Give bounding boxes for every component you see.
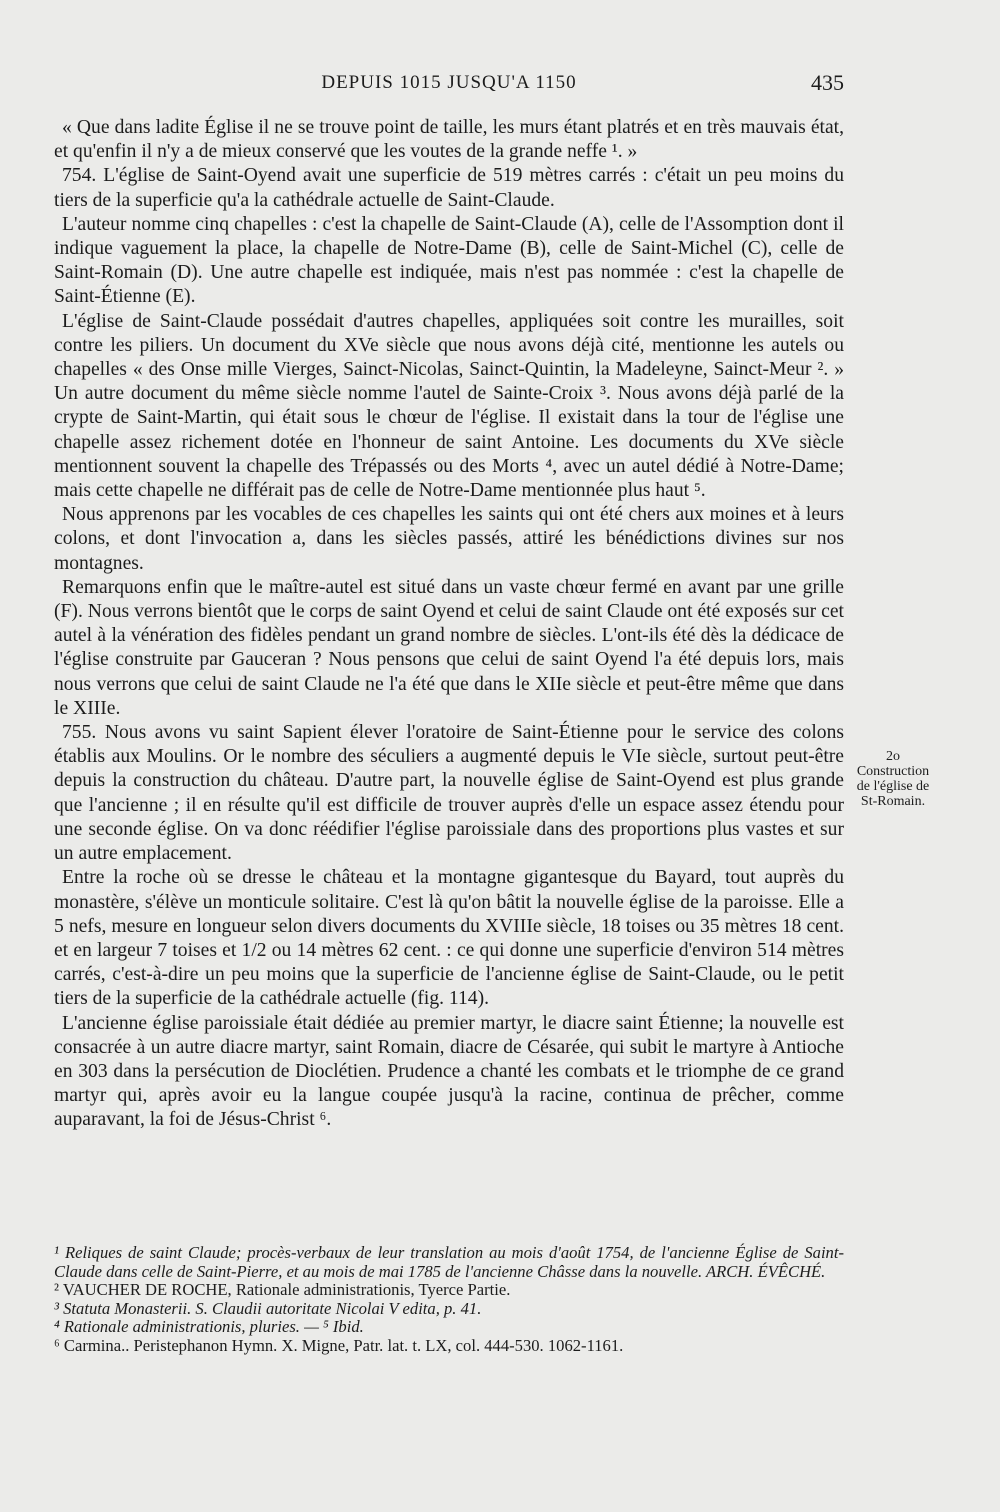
paragraph-maitre-autel: Remarquons enfin que le maître-autel est situé dans un vaste chœur fermé en avant par une grille (F). Nous verrons bientôt que le corps de saint Oyend et celui de saint Claude ont été exposés sur cet autel à la vénération des fidèles pendant un grand nombre de siècles. L'ont-ils été dès la dédicace de l'église construite par Gauceran ? Nous pensons que celui de saint Oyend l'a été depuis lors, mais nous verrons que celui de saint Claude ne l'a été que dans le XIIe siècle et peut-être même que dans le XIIIe. xyxy=(54,576,844,719)
paragraph-chapelles: L'auteur nomme cinq chapelles : c'est la chapelle de Saint-Claude (A), celle de l'Assomption dont il indique vaguement la place, la chapelle de Notre-Dame (B), celle de Saint-Michel (C), celle de Saint-Romain (D). Une autre chapelle est indiquée, mais n'est pas nommée : c'est la chapelle de Saint-Étienne (E). xyxy=(54,213,844,308)
footnote-1: ¹ Reliques de saint Claude; procès-verbaux de leur translation au mois d'août 1754, de l'ancienne Église de Saint-Claude dans celle de Saint-Pierre, et au mois de mai 1785 de l'ancienne Châsse dans la nouvelle. ARCH. ÉVÊCHÉ. xyxy=(54,1243,844,1281)
paragraph-755: 755. Nous avons vu saint Sapient élever l'oratoire de Saint-Étienne pour le service des colons établis aux Moulins. Or le nombre des séculiers a augmenté depuis le VIe siècle, surtout peut-être depuis la construction du château. D'autre part, la nouvelle église de Saint-Oyend est plus grande que l'ancienne ; il en résulte qu'il est difficile de trouver auprès d'elle un espace assez étendu pour une seconde église. On va donc réédifier l'église paroissiale dans des proportions plus vastes et sur un autre emplacement. xyxy=(54,722,844,865)
paragraph-754: 754. L'église de Saint-Oyend avait une superficie de 519 mètres carrés : c'était un peu moins du tiers de la superficie qu'a la cathédrale actuelle de Saint-Claude. xyxy=(54,165,844,211)
paragraph-nouvelle-eglise: Entre la roche où se dresse le château et la montagne gigantesque du Bayard, tout auprès du monastère, s'élève un monticule solitaire. C'est là qu'on bâtit la nouvelle église de la paroisse. Elle a 5 nefs, mesure en longueur selon divers documents du XVIIIe siècle, 18 toises ou 35 mètres 18 cent. et en largeur 7 toises et 1/2 ou 14 mètres 62 cent. : ce qui donne une superficie d'environ 514 mètres carrés, c'est-à-dire un peu moins que la superficie de l'ancienne église de Saint-Claude, ou le petit tiers de la superficie de la cathédrale actuelle (fig. 114). xyxy=(54,867,844,1010)
footnote-4-5: ⁴ Rationale administrationis, pluries. — ⁵ Ibid. xyxy=(54,1317,364,1337)
paragraph-saint-romain: L'ancienne église paroissiale était dédiée au premier martyr, le diacre saint Étienne; la nouvelle est consacrée à un autre diacre martyr, saint Romain, diacre de Césarée, qui subit le martyre à Antioche en 303 dans la persécution de Dioclétien. Prudence a chanté les combats et le triomphe de ce grand martyr qui, après avoir eu la langue coupée jusqu'à la racine, continua de prêcher, comme auparavant, la foi de Jésus-Christ ⁶. xyxy=(54,1012,844,1131)
footnotes xyxy=(54,1244,844,1356)
running-title: DEPUIS 1015 JUSQU'A 1150 xyxy=(321,72,577,93)
paragraph-autres-chapelles: L'église de Saint-Claude possédait d'autres chapelles, appliquées soit contre les murailles, soit contre les piliers. Un document du XVe siècle que nous avons déjà cité, mentionne les autels ou chapelles « des Onse mille Vierges, Sainct-Nicolas, Sainct-Quintin, la Madeleyne, Sainct-Meur ². » Un autre document du même siècle nomme l'autel de Sainte-Croix ³. Nous avons déjà parlé de la crypte de Saint-Martin, qui était sous le chœur de l'église. Il existait dans la tour de l'église une chapelle assez richement dotée en l'honneur de saint Antoine. Les documents du XVe siècle mentionnent souvent la chapelle des Trépassés ou des Morts ⁴, avec un autel dédié à Notre-Dame; mais cette chapelle ne différait pas de celle de Notre-Dame mentionnée plus haut ⁵. xyxy=(54,310,844,502)
running-head xyxy=(54,70,844,100)
paragraph-vocables: Nous apprenons par les vocables de ces chapelles les saints qui ont été chers aux moines et à leurs colons, et dont l'invocation a, dans les siècles passés, attiré les bénédictions divines sur nos montagnes. xyxy=(54,504,844,574)
paragraph-quote: « Que dans ladite Église il ne se trouve point de taille, les murs étant platrés et en très mauvais état, et qu'enfin il n'y a de mieux conservé que les voutes de la grande neffe ¹. » xyxy=(54,117,844,163)
body-text xyxy=(54,116,844,1133)
footnote-2: ² VAUCHER DE ROCHE, Rationale administrationis, Tyerce Partie. xyxy=(54,1280,511,1300)
footnote-6: ⁶ Carmina.. Peristephanon Hymn. X. Migne, Patr. lat. t. LX, col. 444-530. 1062-1161. xyxy=(54,1335,624,1355)
footnote-3: ³ Statuta Monasterii. S. Claudii autoritate Nicolai V edita, p. 41. xyxy=(54,1298,482,1318)
margin-note: 2o Construction de l'église de St-Romain. xyxy=(856,749,930,809)
page-number: 435 xyxy=(811,70,844,95)
